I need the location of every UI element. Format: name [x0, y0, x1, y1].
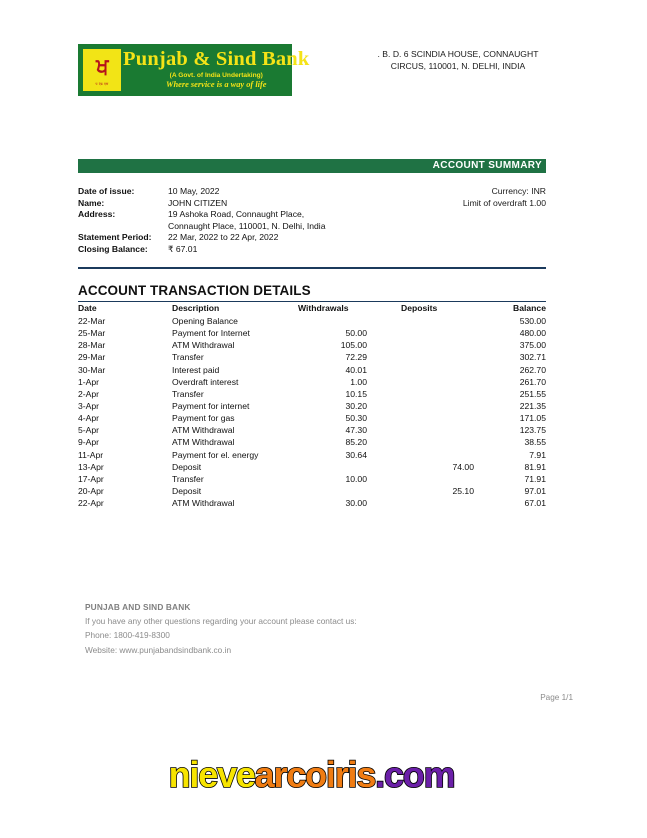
cell-description: Transfer: [172, 352, 204, 363]
cell-withdrawal: 50.00: [345, 328, 367, 339]
summary-value-address-line2: Connaught Place, 110001, N. Delhi, India: [168, 220, 326, 231]
cell-deposit: [389, 340, 496, 352]
table-row: [78, 340, 546, 352]
cell-balance: 71.91: [524, 473, 546, 484]
cell-withdrawal: 1.00: [350, 376, 367, 387]
cell-withdrawal: 47.30: [345, 425, 367, 436]
cell-description: Payment for el. energy: [172, 449, 259, 460]
cell-date: 3-Apr: [78, 400, 100, 411]
cell-description: Payment for internet: [172, 400, 250, 411]
summary-divider: [78, 267, 546, 269]
table-row: [78, 316, 546, 328]
cell-balance: 302.71: [519, 352, 546, 363]
footer-phone: Phone: 1800-419-8300: [85, 630, 170, 641]
summary-value-closing-balance: ₹ 67.01: [168, 243, 198, 254]
cell-date: 9-Apr: [78, 437, 100, 448]
cell-balance: 262.70: [519, 364, 546, 375]
watermark-part-3: .com: [375, 754, 455, 795]
summary-row-address-cont: [78, 221, 546, 233]
transactions-table: [78, 303, 546, 510]
account-summary-banner: ACCOUNT SUMMARY: [78, 159, 546, 173]
cell-deposit: [389, 425, 496, 437]
summary-currency: Currency: INR: [491, 186, 546, 196]
summary-label-closing-balance: Closing Balance:: [78, 243, 148, 254]
cell-date: 13-Apr: [78, 461, 104, 472]
cell-withdrawal: [292, 462, 389, 474]
summary-label-statement-period: Statement Period:: [78, 232, 152, 243]
table-row: [78, 413, 546, 425]
cell-deposit: [389, 365, 496, 377]
table-row: [78, 365, 546, 377]
table-row: [78, 377, 546, 389]
summary-value-statement-period: 22 Mar, 2022 to 22 Apr, 2022: [168, 232, 279, 243]
cell-deposit: [389, 450, 496, 462]
cell-balance: 480.00: [519, 328, 546, 339]
table-row: [78, 486, 546, 498]
transactions-section-title: ACCOUNT TRANSACTION DETAILS: [78, 283, 311, 298]
cell-deposit: [389, 437, 496, 449]
table-row: [78, 498, 546, 510]
cell-balance: 251.55: [519, 388, 546, 399]
cell-date: 22-Apr: [78, 498, 104, 509]
cell-deposit: [389, 352, 496, 364]
summary-overdraft-limit: Limit of overdraft 1.00: [462, 197, 546, 208]
bank-address: [343, 48, 573, 73]
cell-deposit: [389, 474, 496, 486]
cell-deposit: [389, 389, 496, 401]
summary-label-name: Name:: [78, 197, 105, 208]
cell-date: 4-Apr: [78, 413, 100, 424]
table-row: [78, 437, 546, 449]
column-header-deposits: Deposits: [401, 303, 438, 313]
page-number: Page 1/1: [540, 693, 573, 702]
column-header-description: Description: [172, 303, 220, 313]
cell-deposit: 74.00: [452, 461, 474, 472]
cell-balance: 221.35: [519, 400, 546, 411]
cell-deposit: [389, 316, 496, 328]
bank-emblem-icon: [83, 49, 121, 91]
cell-description: ATM Withdrawal: [172, 425, 235, 436]
cell-description: Deposit: [172, 485, 202, 496]
cell-withdrawal: 105.00: [340, 340, 367, 351]
cell-balance: 530.00: [519, 316, 546, 326]
cell-balance: 7.91: [529, 449, 546, 460]
cell-withdrawal: [292, 486, 389, 498]
cell-balance: 97.01: [524, 485, 546, 496]
cell-date: 20-Apr: [78, 485, 104, 496]
cell-date: 22-Mar: [78, 316, 106, 326]
cell-description: Payment for gas: [172, 413, 235, 424]
cell-withdrawal: 40.01: [345, 364, 367, 375]
cell-date: 25-Mar: [78, 328, 106, 339]
summary-right-column: [463, 186, 546, 209]
cell-balance: 123.75: [519, 425, 546, 436]
cell-date: 29-Mar: [78, 352, 106, 363]
cell-date: 30-Mar: [78, 364, 106, 375]
cell-deposit: [389, 413, 496, 425]
cell-balance: 171.05: [519, 413, 546, 424]
account-summary: [78, 186, 546, 256]
cell-description: ATM Withdrawal: [172, 340, 235, 351]
table-row: [78, 474, 546, 486]
cell-withdrawal: 10.00: [345, 473, 367, 484]
watermark: [0, 754, 647, 795]
bank-address-line1: . B. D. 6 SCINDIA HOUSE, CONNAUGHT: [377, 49, 539, 59]
summary-value-address-line1: 19 Ashoka Road, Connaught Place,: [168, 209, 305, 220]
cell-withdrawal: 50.30: [345, 413, 367, 424]
footer-bank-name: PUNJAB AND SIND BANK: [85, 602, 191, 612]
summary-label-address: Address:: [78, 209, 116, 220]
cell-description: Interest paid: [172, 364, 220, 375]
cell-withdrawal: 72.29: [345, 352, 367, 363]
cell-deposit: [389, 328, 496, 340]
table-row: [78, 462, 546, 474]
cell-description: Transfer: [172, 473, 204, 484]
cell-date: 1-Apr: [78, 376, 100, 387]
document-footer: [85, 600, 515, 657]
bank-address-line2: CIRCUS, 110001, N. DELHI, INDIA: [390, 61, 526, 72]
cell-date: 11-Apr: [78, 449, 104, 460]
summary-row-address: [78, 209, 546, 221]
cell-balance: 261.70: [519, 376, 546, 387]
cell-balance: 38.55: [524, 437, 546, 448]
cell-description: Deposit: [172, 461, 202, 472]
cell-description: Transfer: [172, 388, 204, 399]
cell-balance: 81.91: [524, 461, 546, 472]
bank-govt-line: (A Govt. of India Undertaking): [169, 71, 263, 79]
summary-value-name: JOHN CITIZEN: [168, 197, 228, 208]
cell-balance: 67.01: [524, 498, 546, 509]
table-row: [78, 328, 546, 340]
cell-withdrawal: 10.15: [345, 388, 367, 399]
cell-description: ATM Withdrawal: [172, 498, 235, 509]
bank-logo: [78, 44, 310, 96]
transactions-body: [78, 316, 546, 510]
column-header-date: Date: [78, 303, 97, 313]
bank-logo-text: [121, 49, 309, 91]
column-header-balance: Balance: [513, 303, 546, 313]
cell-date: 28-Mar: [78, 340, 106, 351]
cell-withdrawal: [292, 316, 389, 328]
table-row: [78, 425, 546, 437]
footer-contact-line: If you have any other questions regarding your account please contact us:: [85, 616, 357, 627]
cell-deposit: 25.10: [452, 485, 474, 496]
document-header: [78, 44, 573, 104]
cell-deposit: [389, 498, 496, 510]
cell-description: Payment for Internet: [172, 328, 250, 339]
table-row: [78, 450, 546, 462]
footer-website: Website: www.punjabandsindbank.co.in: [85, 644, 232, 655]
cell-description: Overdraft interest: [172, 376, 239, 387]
cell-withdrawal: 30.00: [345, 498, 367, 509]
cell-withdrawal: 85.20: [345, 437, 367, 448]
summary-row-closing-balance: [78, 244, 546, 256]
summary-value-date-of-issue: 10 May, 2022: [168, 186, 220, 196]
cell-date: 5-Apr: [78, 425, 100, 436]
summary-label-date-of-issue: Date of issue:: [78, 186, 135, 196]
cell-deposit: [389, 377, 496, 389]
emblem-glyph: ਖ: [95, 54, 109, 80]
cell-balance: 375.00: [519, 340, 546, 351]
summary-row-statement-period: [78, 232, 546, 244]
cell-date: 17-Apr: [78, 473, 104, 484]
cell-withdrawal: 30.20: [345, 400, 367, 411]
table-row: [78, 401, 546, 413]
cell-withdrawal: 30.64: [345, 449, 367, 460]
cell-deposit: [389, 401, 496, 413]
bank-slogan: Where service is a way of life: [166, 79, 267, 89]
cell-date: 2-Apr: [78, 388, 100, 399]
table-header-row: [78, 303, 546, 316]
table-row: [78, 352, 546, 364]
watermark-part-2: arcoiris: [254, 754, 376, 795]
cell-description: ATM Withdrawal: [172, 437, 235, 448]
column-header-withdrawals: Withdrawals: [298, 303, 349, 313]
cell-description: Opening Balance: [172, 316, 238, 326]
emblem-subtext: प एंड एस: [95, 82, 109, 86]
bank-name: Punjab & Sind Bank: [123, 48, 310, 71]
watermark-part-1: nieve: [168, 754, 255, 795]
table-row: [78, 389, 546, 401]
